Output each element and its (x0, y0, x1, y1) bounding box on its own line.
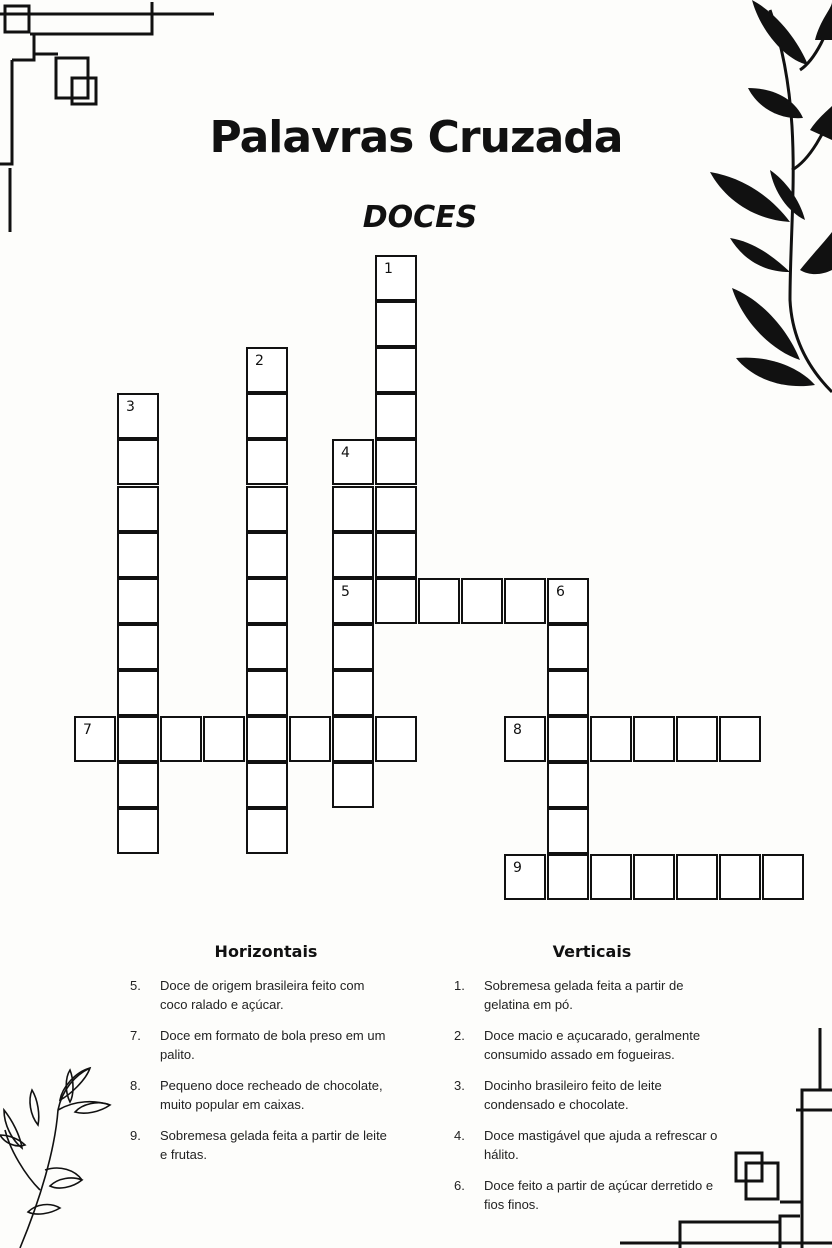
crossword-cell[interactable] (590, 716, 632, 762)
crossword-cell[interactable] (246, 578, 288, 624)
crossword-cell[interactable] (590, 854, 632, 900)
crossword-cell[interactable] (332, 670, 374, 716)
crossword-cell[interactable] (375, 532, 417, 578)
clue-item (454, 1026, 726, 1064)
crossword-cell[interactable] (676, 854, 718, 900)
crossword-cell[interactable] (246, 532, 288, 578)
clue-item (454, 1176, 726, 1214)
clue-number: 1 (384, 261, 393, 277)
crossword-cell[interactable] (375, 439, 417, 485)
crossword-cell[interactable] (719, 716, 761, 762)
page-title: Palavras Cruzada (209, 112, 623, 163)
crossword-cell[interactable] (117, 486, 159, 532)
clue-item-text: Doce de origem brasileira feito com coco ralado e açúcar. (160, 978, 365, 1012)
crossword-cell[interactable] (547, 854, 589, 900)
clue-item (130, 1026, 392, 1064)
crossword-cell[interactable] (117, 762, 159, 808)
clue-item (130, 976, 392, 1014)
clue-item-text: Doce macio e açucarado, geralmente consumido assado em fogueiras. (484, 1028, 701, 1062)
clue-item-text: Sobremesa gelada feita a partir de leite e frutas. (160, 1128, 387, 1162)
clue-item-number: 6. (454, 1178, 465, 1193)
crossword-cell[interactable] (418, 578, 460, 624)
crossword-cell[interactable] (547, 624, 589, 670)
clue-number: 8 (513, 722, 522, 738)
crossword-cell[interactable] (246, 347, 288, 393)
crossword-cell[interactable] (547, 716, 589, 762)
crossword-cell[interactable] (375, 347, 417, 393)
crossword-cell[interactable] (117, 716, 159, 762)
crossword-cell[interactable] (547, 808, 589, 854)
clue-item-text: Docinho brasileiro feito de leite condensado e chocolate. (484, 1078, 662, 1112)
crossword-cell[interactable] (375, 301, 417, 347)
clue-item (130, 1126, 392, 1164)
clue-number: 4 (341, 445, 350, 461)
clue-number: 6 (556, 584, 565, 600)
crossword-cell[interactable] (117, 393, 159, 439)
clue-item (130, 1076, 392, 1114)
crossword-cell[interactable] (332, 716, 374, 762)
crossword-cell[interactable] (375, 486, 417, 532)
across-clues-list (130, 976, 392, 1176)
down-clues-title: Verticais (552, 942, 632, 961)
clue-item-number: 9. (130, 1128, 141, 1143)
crossword-cell[interactable] (547, 762, 589, 808)
crossword-cell[interactable] (332, 578, 374, 624)
crossword-cell[interactable] (633, 854, 675, 900)
leaf-branch-top-right-icon (710, 0, 832, 392)
clue-item-number: 8. (130, 1078, 141, 1093)
clue-item-number: 4. (454, 1128, 465, 1143)
clue-item-text: Doce feito a partir de açúcar derretido e fios finos. (484, 1178, 714, 1212)
clue-number: 2 (255, 353, 264, 369)
clue-item (454, 1126, 726, 1164)
crossword-cell[interactable] (332, 532, 374, 578)
crossword-cell[interactable] (461, 578, 503, 624)
page-subtitle: DOCES (362, 200, 478, 235)
crossword-cell[interactable] (719, 854, 761, 900)
crossword-cell[interactable] (246, 808, 288, 854)
clue-item-number: 3. (454, 1078, 465, 1093)
crossword-cell[interactable] (375, 578, 417, 624)
crossword-cell[interactable] (504, 854, 546, 900)
clue-item-text: Doce em formato de bola preso em um palito. (160, 1028, 386, 1062)
leaf-branch-bottom-left-icon (0, 1068, 110, 1248)
clue-item-number: 5. (130, 978, 141, 993)
clue-number: 5 (341, 584, 350, 600)
crossword-cell[interactable] (547, 670, 589, 716)
crossword-cell[interactable] (762, 854, 804, 900)
crossword-cell[interactable] (246, 670, 288, 716)
clue-item-number: 7. (130, 1028, 141, 1043)
clue-item-text: Doce mastigável que ajuda a refrescar o hálito. (484, 1128, 718, 1162)
crossword-cell[interactable] (332, 762, 374, 808)
crossword-cell[interactable] (246, 716, 288, 762)
crossword-cell[interactable] (504, 578, 546, 624)
crossword-cell[interactable] (547, 578, 589, 624)
crossword-cell[interactable] (246, 762, 288, 808)
crossword-cell[interactable] (504, 716, 546, 762)
clue-item-number: 1. (454, 978, 465, 993)
crossword-cell[interactable] (633, 716, 675, 762)
crossword-cell[interactable] (332, 439, 374, 485)
crossword-cell[interactable] (332, 624, 374, 670)
crossword-cell[interactable] (246, 393, 288, 439)
crossword-cell[interactable] (117, 808, 159, 854)
crossword-cell[interactable] (332, 486, 374, 532)
crossword-cell[interactable] (246, 439, 288, 485)
crossword-cell[interactable] (117, 624, 159, 670)
clue-number: 9 (513, 860, 522, 876)
crossword-cell[interactable] (117, 532, 159, 578)
crossword-cell[interactable] (117, 670, 159, 716)
clue-item-text: Pequeno doce recheado de chocolate, muito popular em caixas. (160, 1078, 383, 1112)
crossword-cell[interactable] (289, 716, 331, 762)
clue-number: 7 (83, 722, 92, 738)
clue-item (454, 976, 726, 1014)
crossword-cell[interactable] (375, 255, 417, 301)
crossword-cell[interactable] (117, 578, 159, 624)
crossword-cell[interactable] (246, 486, 288, 532)
crossword-cell[interactable] (375, 716, 417, 762)
crossword-cell[interactable] (676, 716, 718, 762)
clue-item-number: 2. (454, 1028, 465, 1043)
crossword-cell[interactable] (74, 716, 116, 762)
clue-item (454, 1076, 726, 1114)
crossword-cell[interactable] (117, 439, 159, 485)
clue-item-text: Sobremesa gelada feita a partir de gelatina em pó. (484, 978, 684, 1012)
crossword-cell[interactable] (160, 716, 202, 762)
down-clues-list (454, 976, 726, 1226)
crossword-cell[interactable] (203, 716, 245, 762)
across-clues-title: Horizontais (214, 942, 318, 961)
crossword-cell[interactable] (375, 393, 417, 439)
crossword-cell[interactable] (246, 624, 288, 670)
clue-number: 3 (126, 399, 135, 415)
